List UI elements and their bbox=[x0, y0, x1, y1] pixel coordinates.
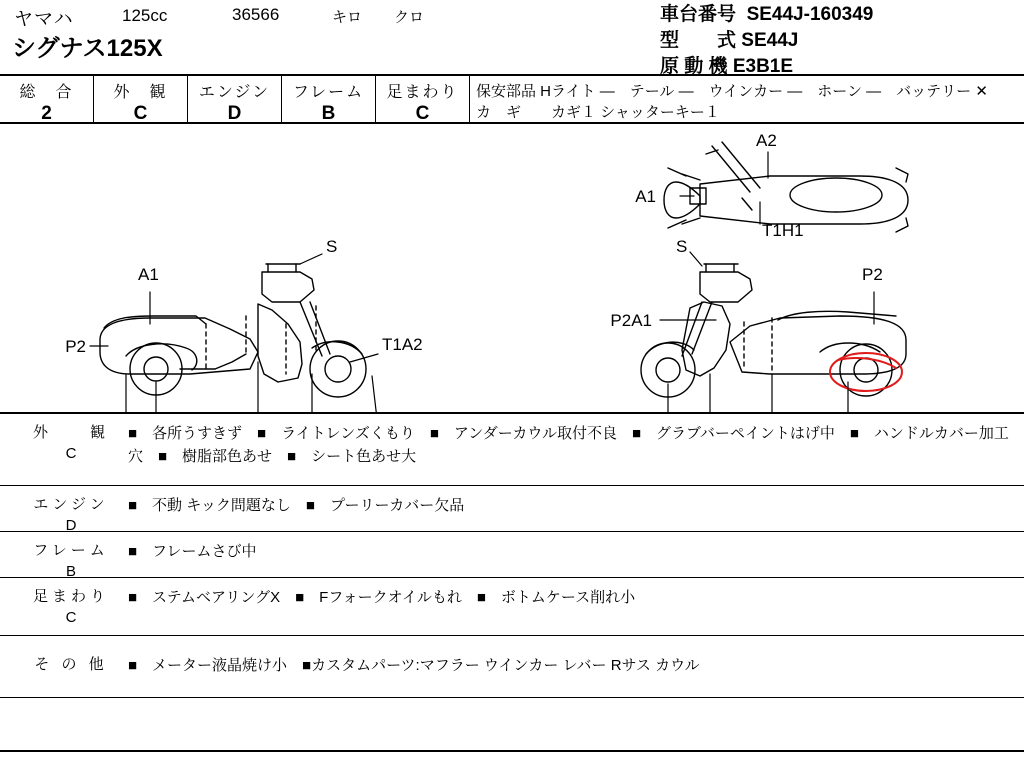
grade-label: 総 合 bbox=[19, 84, 74, 101]
grade-label: フレーム bbox=[292, 84, 365, 101]
diagram-label-p2a1: P2A1 bbox=[610, 311, 652, 330]
engine-label: 原 動 機 bbox=[660, 56, 728, 77]
header bbox=[0, 0, 1024, 77]
grade-bar bbox=[0, 74, 1024, 124]
grade-cell-suspension bbox=[376, 76, 470, 122]
grade-label: 足まわり bbox=[386, 84, 459, 101]
vin-row bbox=[660, 2, 873, 28]
safety-parts-block bbox=[470, 76, 1024, 122]
type-label: 型 式 bbox=[660, 30, 737, 51]
condition-items: ■ 不動 キック問題なし ■ プーリーカバー欠品 bbox=[128, 497, 465, 514]
condition-items: ■ メーター液晶焼け小 ■カスタムパーツ:マフラー ウインカー レバー Rサス カウル bbox=[128, 657, 700, 674]
diagram-label-a2: A2 bbox=[756, 131, 777, 150]
grade-label: エンジン bbox=[198, 84, 271, 101]
grade-cell-total bbox=[0, 76, 94, 122]
diagram-label-t1a2: T1A2 bbox=[382, 335, 423, 354]
grade-cell-exterior bbox=[94, 76, 188, 122]
condition-category-name: エンジン bbox=[33, 496, 109, 513]
condition-category bbox=[16, 422, 126, 464]
damage-diagram bbox=[0, 124, 1024, 414]
mileage-value: 36566 bbox=[232, 5, 280, 24]
diagram-label-s-left: S bbox=[326, 237, 338, 256]
engine-value: E3B1E bbox=[732, 56, 794, 77]
grade-value: C bbox=[133, 103, 148, 124]
diagram-label-a1-left-top: A1 bbox=[138, 265, 159, 284]
condition-category bbox=[16, 540, 126, 582]
vin-label: 車台番号 bbox=[660, 4, 737, 25]
grade-value: B bbox=[321, 103, 336, 124]
type-value: SE44J bbox=[741, 30, 799, 51]
condition-category-name: そ の 他 bbox=[34, 656, 108, 673]
diagram-label-p2-left: P2 bbox=[65, 337, 86, 356]
keys-line: カ ギ カギ１ シャッターキー１ bbox=[476, 104, 720, 121]
vin-value: SE44J-160349 bbox=[746, 4, 874, 25]
condition-row-suspension bbox=[0, 578, 1024, 636]
condition-category bbox=[16, 654, 126, 675]
condition-category bbox=[16, 494, 126, 536]
condition-category-name: 足まわり bbox=[32, 588, 109, 605]
condition-row-exterior bbox=[0, 414, 1024, 486]
grade-value: D bbox=[227, 103, 242, 124]
grade-value: 2 bbox=[41, 103, 52, 124]
condition-row-engine bbox=[0, 486, 1024, 532]
displacement: 125cc bbox=[122, 6, 168, 25]
diagram-label-p2-right: P2 bbox=[862, 265, 883, 284]
body-color: クロ bbox=[394, 9, 425, 26]
diagram-label-s-right2: S bbox=[676, 237, 688, 256]
maker-name: ヤマハ bbox=[14, 9, 74, 30]
condition-category-grade: B bbox=[65, 563, 76, 580]
condition-category-name: 外 観 bbox=[32, 424, 109, 441]
type-row bbox=[660, 28, 873, 54]
condition-category-grade: D bbox=[65, 517, 77, 534]
condition-items: ■ ステムベアリングX ■ Fフォークオイルもれ ■ ボトムケース削れ小 bbox=[128, 589, 636, 606]
condition-items: ■ 各所うすきず ■ ライトレンズくもり ■ アンダーカウル取付不良 ■ グラブバーペイントはげ中 ■ ハンドルカバー加工穴 ■ 樹脂部色あせ ■ シート色あせ大 bbox=[128, 425, 1009, 465]
condition-row-frame bbox=[0, 532, 1024, 578]
model-name: シグナス125X bbox=[12, 35, 163, 62]
condition-category-grade: C bbox=[65, 609, 77, 626]
diagram-svg bbox=[0, 124, 1024, 414]
diagram-label-t1h1: T1H1 bbox=[762, 221, 804, 240]
grade-cell-frame bbox=[282, 76, 376, 122]
condition-items: ■ フレームさび中 bbox=[128, 543, 257, 560]
grade-cell-engine bbox=[188, 76, 282, 122]
condition-category-name: フレーム bbox=[33, 542, 109, 559]
condition-row-other bbox=[0, 636, 1024, 698]
condition-row-blank bbox=[0, 698, 1024, 752]
grade-value: C bbox=[415, 103, 430, 124]
condition-category bbox=[16, 586, 126, 628]
vehicle-identity-block bbox=[660, 2, 873, 80]
top-view-scooter bbox=[664, 142, 908, 232]
grade-label: 外 観 bbox=[113, 84, 168, 101]
mileage-unit: キロ bbox=[332, 9, 363, 26]
safety-parts-line: 保安部品 Hライト ― テール ― ウインカー ― ホーン ― バッテリー ✕ bbox=[476, 83, 988, 100]
condition-category-grade: C bbox=[65, 445, 77, 462]
diagram-label-a1-top: A1 bbox=[635, 187, 656, 206]
